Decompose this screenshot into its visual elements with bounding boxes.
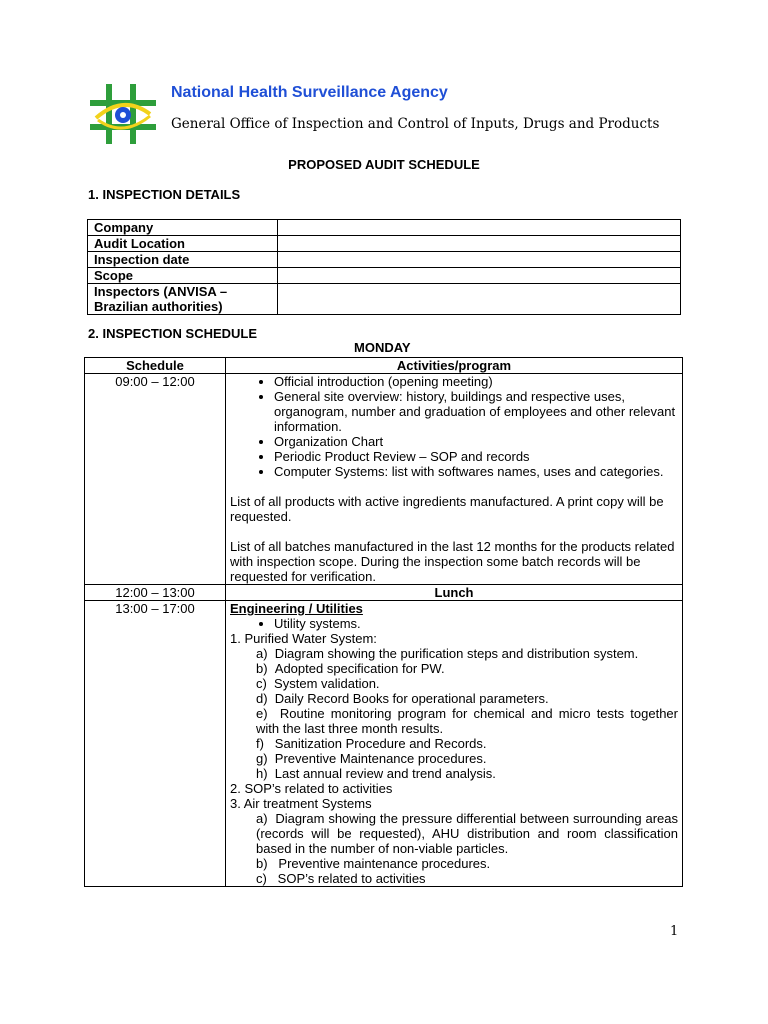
list-item: • Utility systems. xyxy=(274,616,678,631)
page-title: PROPOSED AUDIT SCHEDULE xyxy=(288,157,480,172)
list-item: a) Diagram showing the pressure differential between surrounding areas (records will be requested), AHU distribution and room classification based in the number of non-viable particles. xyxy=(256,811,678,856)
row-value xyxy=(278,220,681,236)
row-value xyxy=(278,284,681,315)
section-heading-inspection-schedule: 2. INSPECTION SCHEDULE xyxy=(88,326,258,341)
row-label: Company xyxy=(88,220,278,236)
row-value xyxy=(278,252,681,268)
row-value xyxy=(278,268,681,284)
schedule-table xyxy=(84,357,683,887)
list-item: a) Diagram showing the purification steps and distribution system. xyxy=(256,646,639,661)
section-heading-inspection-details: 1. INSPECTION DETAILS xyxy=(88,187,241,202)
row-label: Inspection date xyxy=(88,252,278,268)
day-label: MONDAY xyxy=(354,340,411,355)
list-item: • Organization Chart xyxy=(274,434,678,449)
utility-list xyxy=(230,616,678,631)
sub-list xyxy=(256,811,678,886)
paragraph: List of all products with active ingredients manufactured. A print copy will be requested. xyxy=(230,494,664,524)
list-item: b) Adopted specification for PW. xyxy=(256,661,445,676)
table-row xyxy=(85,601,683,887)
list-item: b) Preventive maintenance procedures. xyxy=(256,856,491,871)
row-value xyxy=(278,236,681,252)
list-item: c) System validation. xyxy=(256,676,380,691)
activities-cell xyxy=(226,374,683,585)
activity-list xyxy=(230,374,678,479)
table-row xyxy=(88,220,681,236)
list-item: • General site overview: history, buildings and respective uses, organogram, number and graduation of employees and other relevant information. xyxy=(274,389,678,434)
table-row xyxy=(85,374,683,585)
list-item: • Computer Systems: list with softwares names, uses and categories. xyxy=(274,464,678,479)
list-item: • Periodic Product Review – SOP and records xyxy=(274,449,678,464)
sub-list xyxy=(256,646,678,781)
paragraph: List of all batches manufactured in the last 12 months for the products related with inspection scope. During the inspection some batch records will be requested for verification. xyxy=(230,539,675,584)
anvisa-logo-icon xyxy=(90,84,156,144)
list-item: e) Routine monitoring program for chemical and micro tests together with the last three month results. xyxy=(256,706,678,736)
list-item: 2. SOP’s related to activities xyxy=(230,781,393,796)
table-row xyxy=(88,284,681,315)
agency-name: National Health Surveillance Agency xyxy=(171,84,448,101)
activities-cell xyxy=(226,601,683,887)
list-item: c) SOP’s related to activities xyxy=(256,871,426,886)
column-header-activities: Activities/program xyxy=(226,358,683,374)
list-item: f) Sanitization Procedure and Records. xyxy=(256,736,487,751)
table-header-row xyxy=(85,358,683,374)
page-number: 1 xyxy=(670,924,679,939)
list-item: 1. Purified Water System: xyxy=(230,631,377,646)
time-slot: 12:00 – 13:00 xyxy=(85,585,226,601)
time-slot: 13:00 – 17:00 xyxy=(85,601,226,887)
table-row xyxy=(88,252,681,268)
list-item: 3. Air treatment Systems xyxy=(230,796,372,811)
column-header-schedule: Schedule xyxy=(85,358,226,374)
office-name: General Office of Inspection and Control of Inputs, Drugs and Products xyxy=(171,116,660,132)
list-item: g) Preventive Maintenance procedures. xyxy=(256,751,487,766)
row-label: Inspectors (ANVISA – Brazilian authorities) xyxy=(88,284,278,315)
list-item: d) Daily Record Books for operational parameters. xyxy=(256,691,549,706)
lunch-label: Lunch xyxy=(226,585,683,601)
row-label: Scope xyxy=(88,268,278,284)
list-item: h) Last annual review and trend analysis. xyxy=(256,766,496,781)
table-row xyxy=(85,585,683,601)
row-label: Audit Location xyxy=(88,236,278,252)
engineering-utilities-title: Engineering / Utilities xyxy=(230,601,363,616)
table-row xyxy=(88,236,681,252)
inspection-details-table xyxy=(87,219,681,315)
time-slot: 09:00 – 12:00 xyxy=(85,374,226,585)
table-row xyxy=(88,268,681,284)
list-item: • Official introduction (opening meeting) xyxy=(274,374,678,389)
